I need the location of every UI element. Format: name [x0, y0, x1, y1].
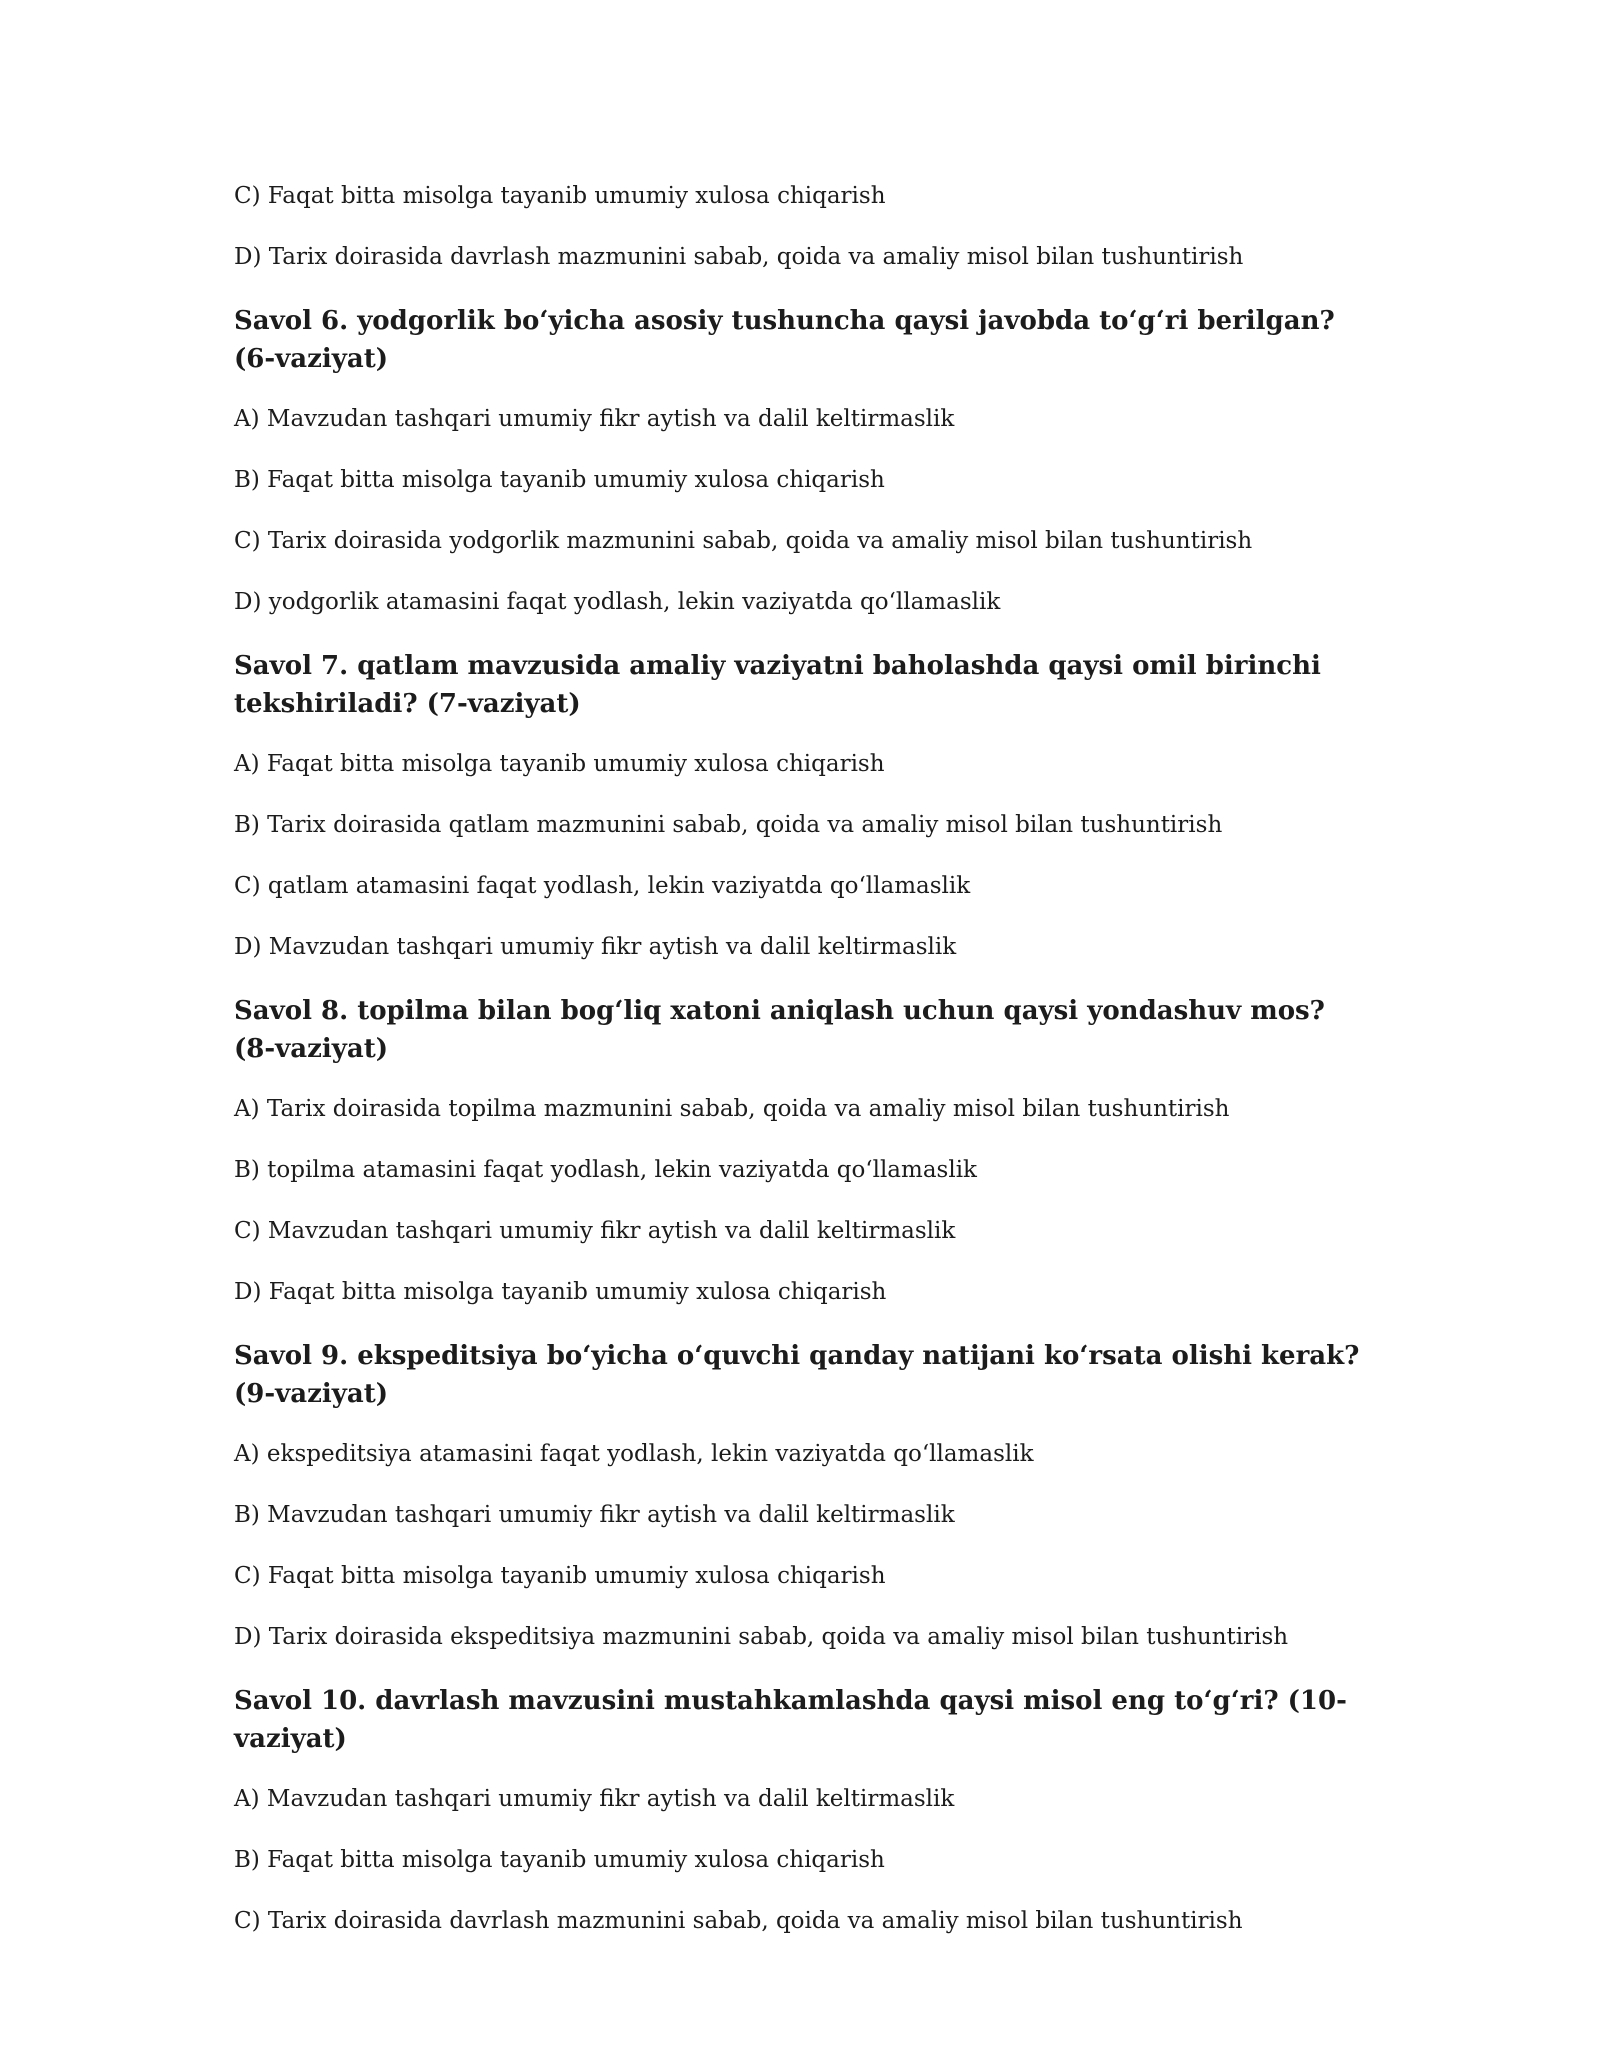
answer-option: D) yodgorlik atamasini faqat yodlash, lekin vaziyatda qo‘llamaslik — [234, 589, 1001, 615]
answer-option: C) Tarix doirasida yodgorlik mazmunini sabab, qoida va amaliy misol bilan tushuntirish — [234, 528, 1253, 554]
answer-option: B) Faqat bitta misolga tayanib umumiy xulosa chiqarish — [234, 467, 885, 493]
question-heading: Savol 6. yodgorlik bo‘yicha asosiy tushuncha qaysi javobda to‘g‘ri berilgan? (6-vaziyat) — [234, 306, 1335, 374]
answer-option: B) Tarix doirasida qatlam mazmunini sabab, qoida va amaliy misol bilan tushuntirish — [234, 812, 1223, 838]
answer-option: B) Mavzudan tashqari umumiy fikr aytish va dalil keltirmaslik — [234, 1502, 955, 1528]
answer-option: A) ekspeditsiya atamasini faqat yodlash, lekin vaziyatda qo‘llamaslik — [234, 1441, 1034, 1467]
answer-option: A) Mavzudan tashqari umumiy fikr aytish va dalil keltirmaslik — [234, 406, 955, 432]
answer-option: A) Tarix doirasida topilma mazmunini sabab, qoida va amaliy misol bilan tushuntirish — [234, 1096, 1230, 1122]
question-heading: Savol 7. qatlam mavzusida amaliy vaziyatni baholashda qaysi omil birinchi tekshiriladi? (7-vaziyat) — [234, 651, 1321, 719]
answer-option: A) Faqat bitta misolga tayanib umumiy xulosa chiqarish — [234, 751, 885, 777]
answer-option: C) Tarix doirasida davrlash mazmunini sabab, qoida va amaliy misol bilan tushuntirish — [234, 1908, 1243, 1934]
answer-option: D) Mavzudan tashqari umumiy fikr aytish va dalil keltirmaslik — [234, 934, 957, 960]
answer-option: C) qatlam atamasini faqat yodlash, lekin vaziyatda qo‘llamaslik — [234, 873, 971, 899]
answer-option: C) Faqat bitta misolga tayanib umumiy xulosa chiqarish — [234, 183, 886, 209]
answer-option: D) Faqat bitta misolga tayanib umumiy xulosa chiqarish — [234, 1279, 887, 1305]
answer-option: D) Tarix doirasida ekspeditsiya mazmunini sabab, qoida va amaliy misol bilan tushuntirish — [234, 1624, 1289, 1650]
answer-option: C) Mavzudan tashqari umumiy fikr aytish va dalil keltirmaslik — [234, 1218, 956, 1244]
answer-option: B) topilma atamasini faqat yodlash, lekin vaziyatda qo‘llamaslik — [234, 1157, 977, 1183]
answer-option: A) Mavzudan tashqari umumiy fikr aytish va dalil keltirmaslik — [234, 1786, 955, 1812]
answer-option: B) Faqat bitta misolga tayanib umumiy xulosa chiqarish — [234, 1847, 885, 1873]
document-page — [234, 180, 1374, 1966]
answer-option: D) Tarix doirasida davrlash mazmunini sabab, qoida va amaliy misol bilan tushuntirish — [234, 244, 1244, 270]
question-heading: Savol 10. davrlash mavzusini mustahkamlashda qaysi misol eng to‘g‘ri? (10-vaziyat) — [234, 1686, 1347, 1754]
question-heading: Savol 8. topilma bilan bog‘liq xatoni aniqlash uchun qaysi yondashuv mos? (8-vaziyat) — [234, 996, 1325, 1064]
question-heading: Savol 9. ekspeditsiya bo‘yicha o‘quvchi qanday natijani ko‘rsata olishi kerak? (9-vaziyat) — [234, 1341, 1360, 1409]
answer-option: C) Faqat bitta misolga tayanib umumiy xulosa chiqarish — [234, 1563, 886, 1589]
